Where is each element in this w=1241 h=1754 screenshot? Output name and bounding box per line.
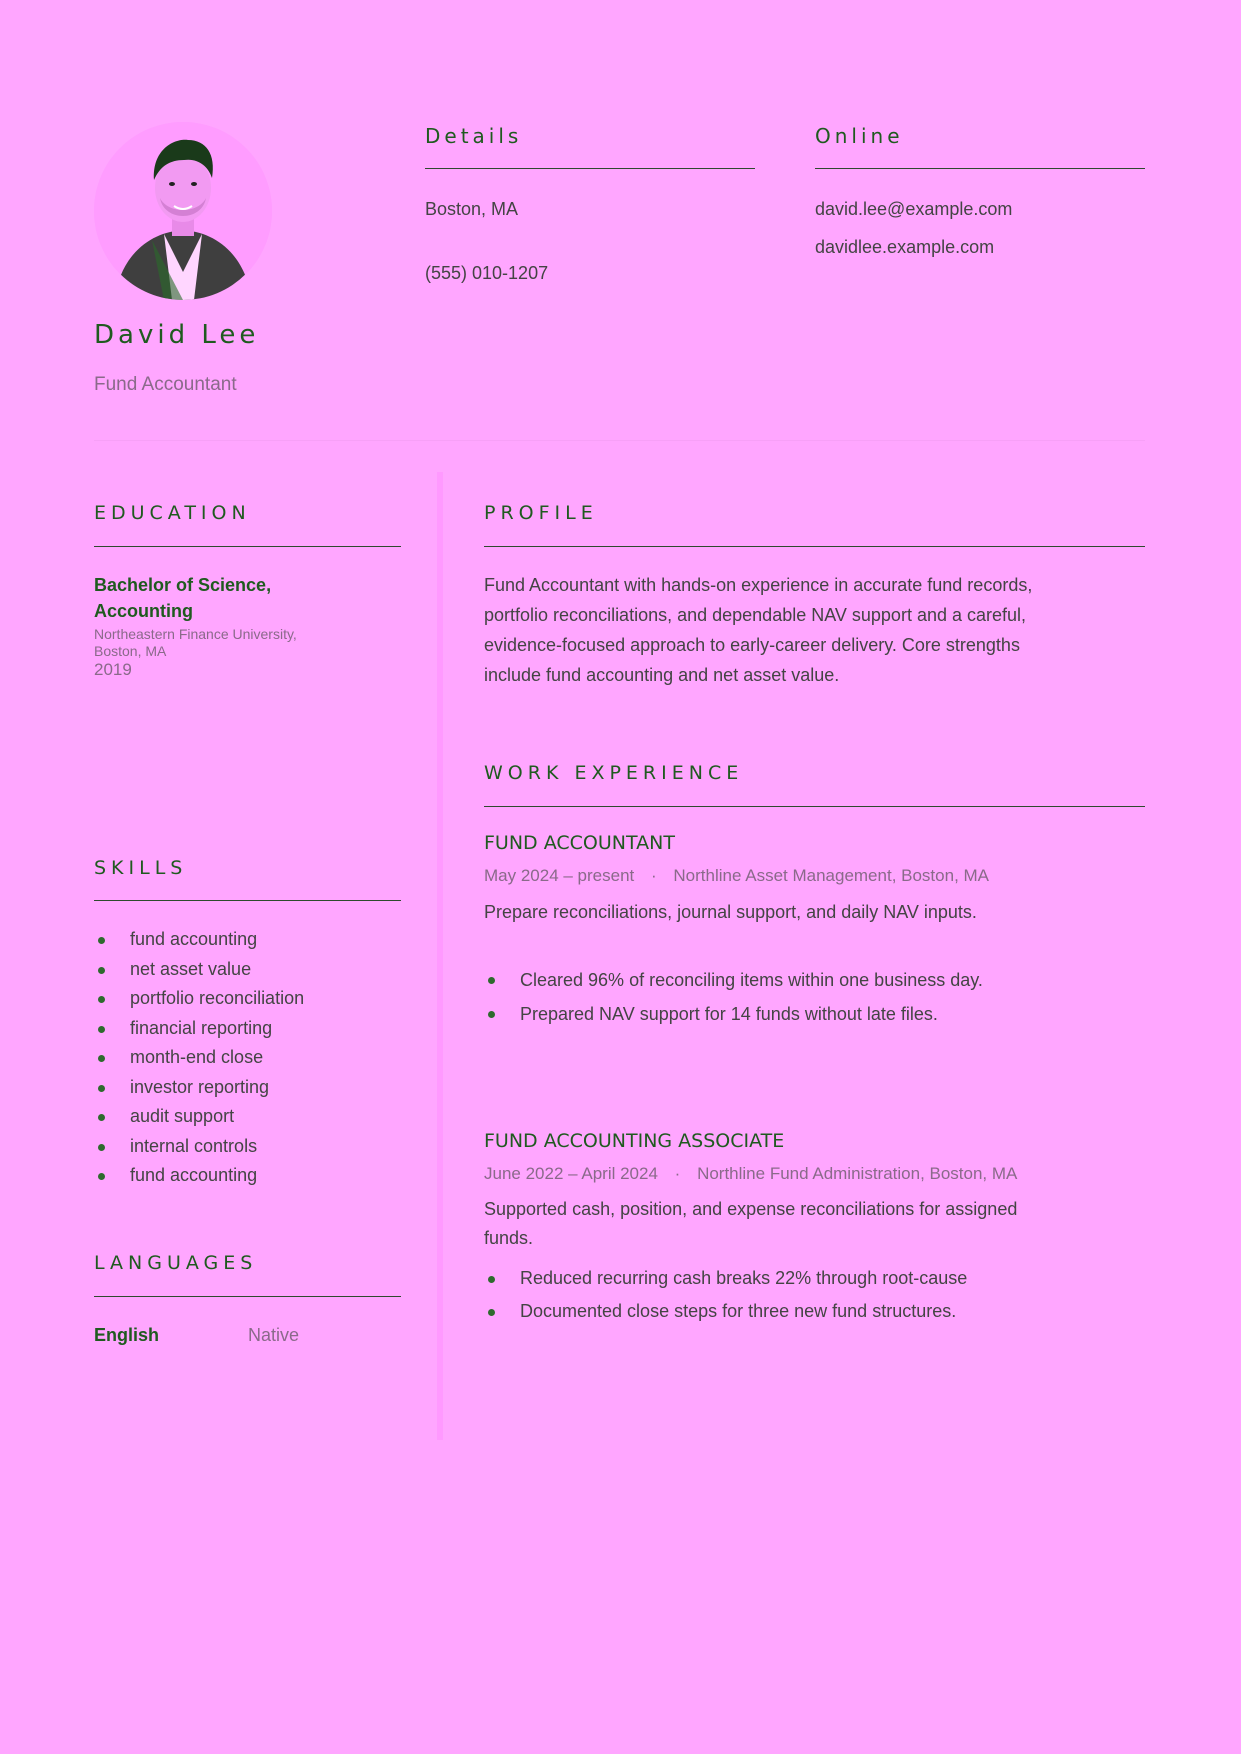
- bullet-icon: [98, 1026, 105, 1033]
- profile-line: Fund Accountant with hands-on experience in accurate fund records,: [484, 575, 1033, 595]
- skill-item: internal controls: [94, 1132, 304, 1162]
- job-bullets: [484, 963, 983, 1031]
- header-divider: [94, 440, 1145, 441]
- skill-item: fund accounting: [94, 925, 304, 955]
- languages-rule: [94, 1296, 401, 1297]
- education-year: 2019: [94, 660, 132, 679]
- job-bullet: Cleared 96% of reconciling items within one business day.: [484, 963, 983, 997]
- online-email[interactable]: david.lee@example.com: [815, 199, 1013, 219]
- job-dates: May 2024 – present: [484, 866, 635, 885]
- bullet-icon: [488, 1011, 495, 1018]
- profile-line: evidence-focused approach to early-career delivery. Core strengths: [484, 635, 1020, 655]
- skill-item: fund accounting: [94, 1161, 304, 1191]
- job-company: Northline Asset Management, Boston, MA: [673, 866, 990, 885]
- online-website[interactable]: davidlee.example.com: [815, 237, 995, 257]
- language-name: English: [94, 1325, 160, 1345]
- skills-title: SKILLS: [94, 857, 188, 879]
- job-meta: [484, 1164, 1017, 1184]
- profile-rule: [484, 546, 1145, 547]
- bullet-icon: [98, 1055, 105, 1062]
- candidate-name: David Lee: [94, 320, 260, 350]
- job-dates: June 2022 – April 2024: [484, 1164, 658, 1183]
- bullet-icon: [488, 1276, 495, 1283]
- job-bullets: [484, 1262, 967, 1328]
- school-line-2: Boston, MA: [94, 643, 167, 659]
- job-summary: Prepare reconciliations, journal support, and daily NAV inputs.: [484, 902, 977, 922]
- bullet-icon: [98, 1085, 105, 1092]
- education-school: [94, 626, 297, 660]
- skill-item: financial reporting: [94, 1014, 304, 1044]
- job-bullet: Documented close steps for three new fund structures.: [484, 1295, 967, 1328]
- language-level: Native: [248, 1325, 300, 1345]
- bullet-icon: [98, 937, 105, 944]
- details-title: Details: [425, 124, 523, 148]
- online-rule: [815, 168, 1145, 169]
- bullet-icon: [98, 967, 105, 974]
- education-title: EDUCATION: [94, 502, 251, 524]
- school-line-1: Northeastern Finance University,: [94, 626, 297, 642]
- languages-title: LANGUAGES: [94, 1252, 258, 1274]
- profile-title: PROFILE: [484, 502, 598, 524]
- education-rule: [94, 546, 401, 547]
- bullet-icon: [98, 996, 105, 1003]
- job-bullet: Reduced recurring cash breaks 22% through root-cause: [484, 1262, 967, 1295]
- skill-item: audit support: [94, 1102, 304, 1132]
- details-phone[interactable]: (555) 010-1207: [425, 263, 549, 283]
- education-degree: [94, 572, 271, 624]
- bullet-icon: [488, 977, 495, 984]
- profile-photo: [94, 122, 272, 300]
- job-summary: [484, 1195, 1017, 1253]
- degree-line-2: Accounting: [94, 601, 193, 621]
- skills-list: [94, 925, 304, 1191]
- candidate-role: Fund Accountant: [94, 374, 237, 395]
- bullet-icon: [98, 1173, 105, 1180]
- column-divider: [437, 472, 443, 1440]
- work-title: WORK EXPERIENCE: [484, 762, 744, 784]
- meta-separator: ·: [651, 866, 657, 885]
- skill-item: month-end close: [94, 1043, 304, 1073]
- avatar-photo: [94, 122, 272, 300]
- work-rule: [484, 806, 1145, 807]
- degree-line-1: Bachelor of Science,: [94, 575, 272, 595]
- job-company: Northline Fund Administration, Boston, MA: [697, 1164, 1018, 1183]
- job-title: FUND ACCOUNTING ASSOCIATE: [484, 1130, 785, 1152]
- details-location: Boston, MA: [425, 199, 519, 219]
- job-bullet: Prepared NAV support for 14 funds without late files.: [484, 997, 983, 1031]
- bullet-icon: [98, 1144, 105, 1151]
- profile-line: portfolio reconciliations, and dependable NAV support and a careful,: [484, 605, 1027, 625]
- details-rule: [425, 168, 755, 169]
- job-title: FUND ACCOUNTANT: [484, 832, 675, 854]
- meta-separator: ·: [674, 1164, 681, 1183]
- bullet-icon: [488, 1309, 495, 1316]
- skills-rule: [94, 900, 401, 901]
- skill-item: portfolio reconciliation: [94, 984, 304, 1014]
- job-summary-line: Supported cash, position, and expense reconciliations for assigned: [484, 1199, 1018, 1219]
- profile-summary: [484, 570, 1032, 690]
- profile-line: include fund accounting and net asset value.: [484, 665, 840, 685]
- skill-item: investor reporting: [94, 1073, 304, 1103]
- skill-item: net asset value: [94, 955, 304, 985]
- online-title: Online: [815, 124, 904, 148]
- bullet-icon: [98, 1114, 105, 1121]
- job-meta: [484, 866, 989, 886]
- job-summary-line: funds.: [484, 1228, 534, 1248]
